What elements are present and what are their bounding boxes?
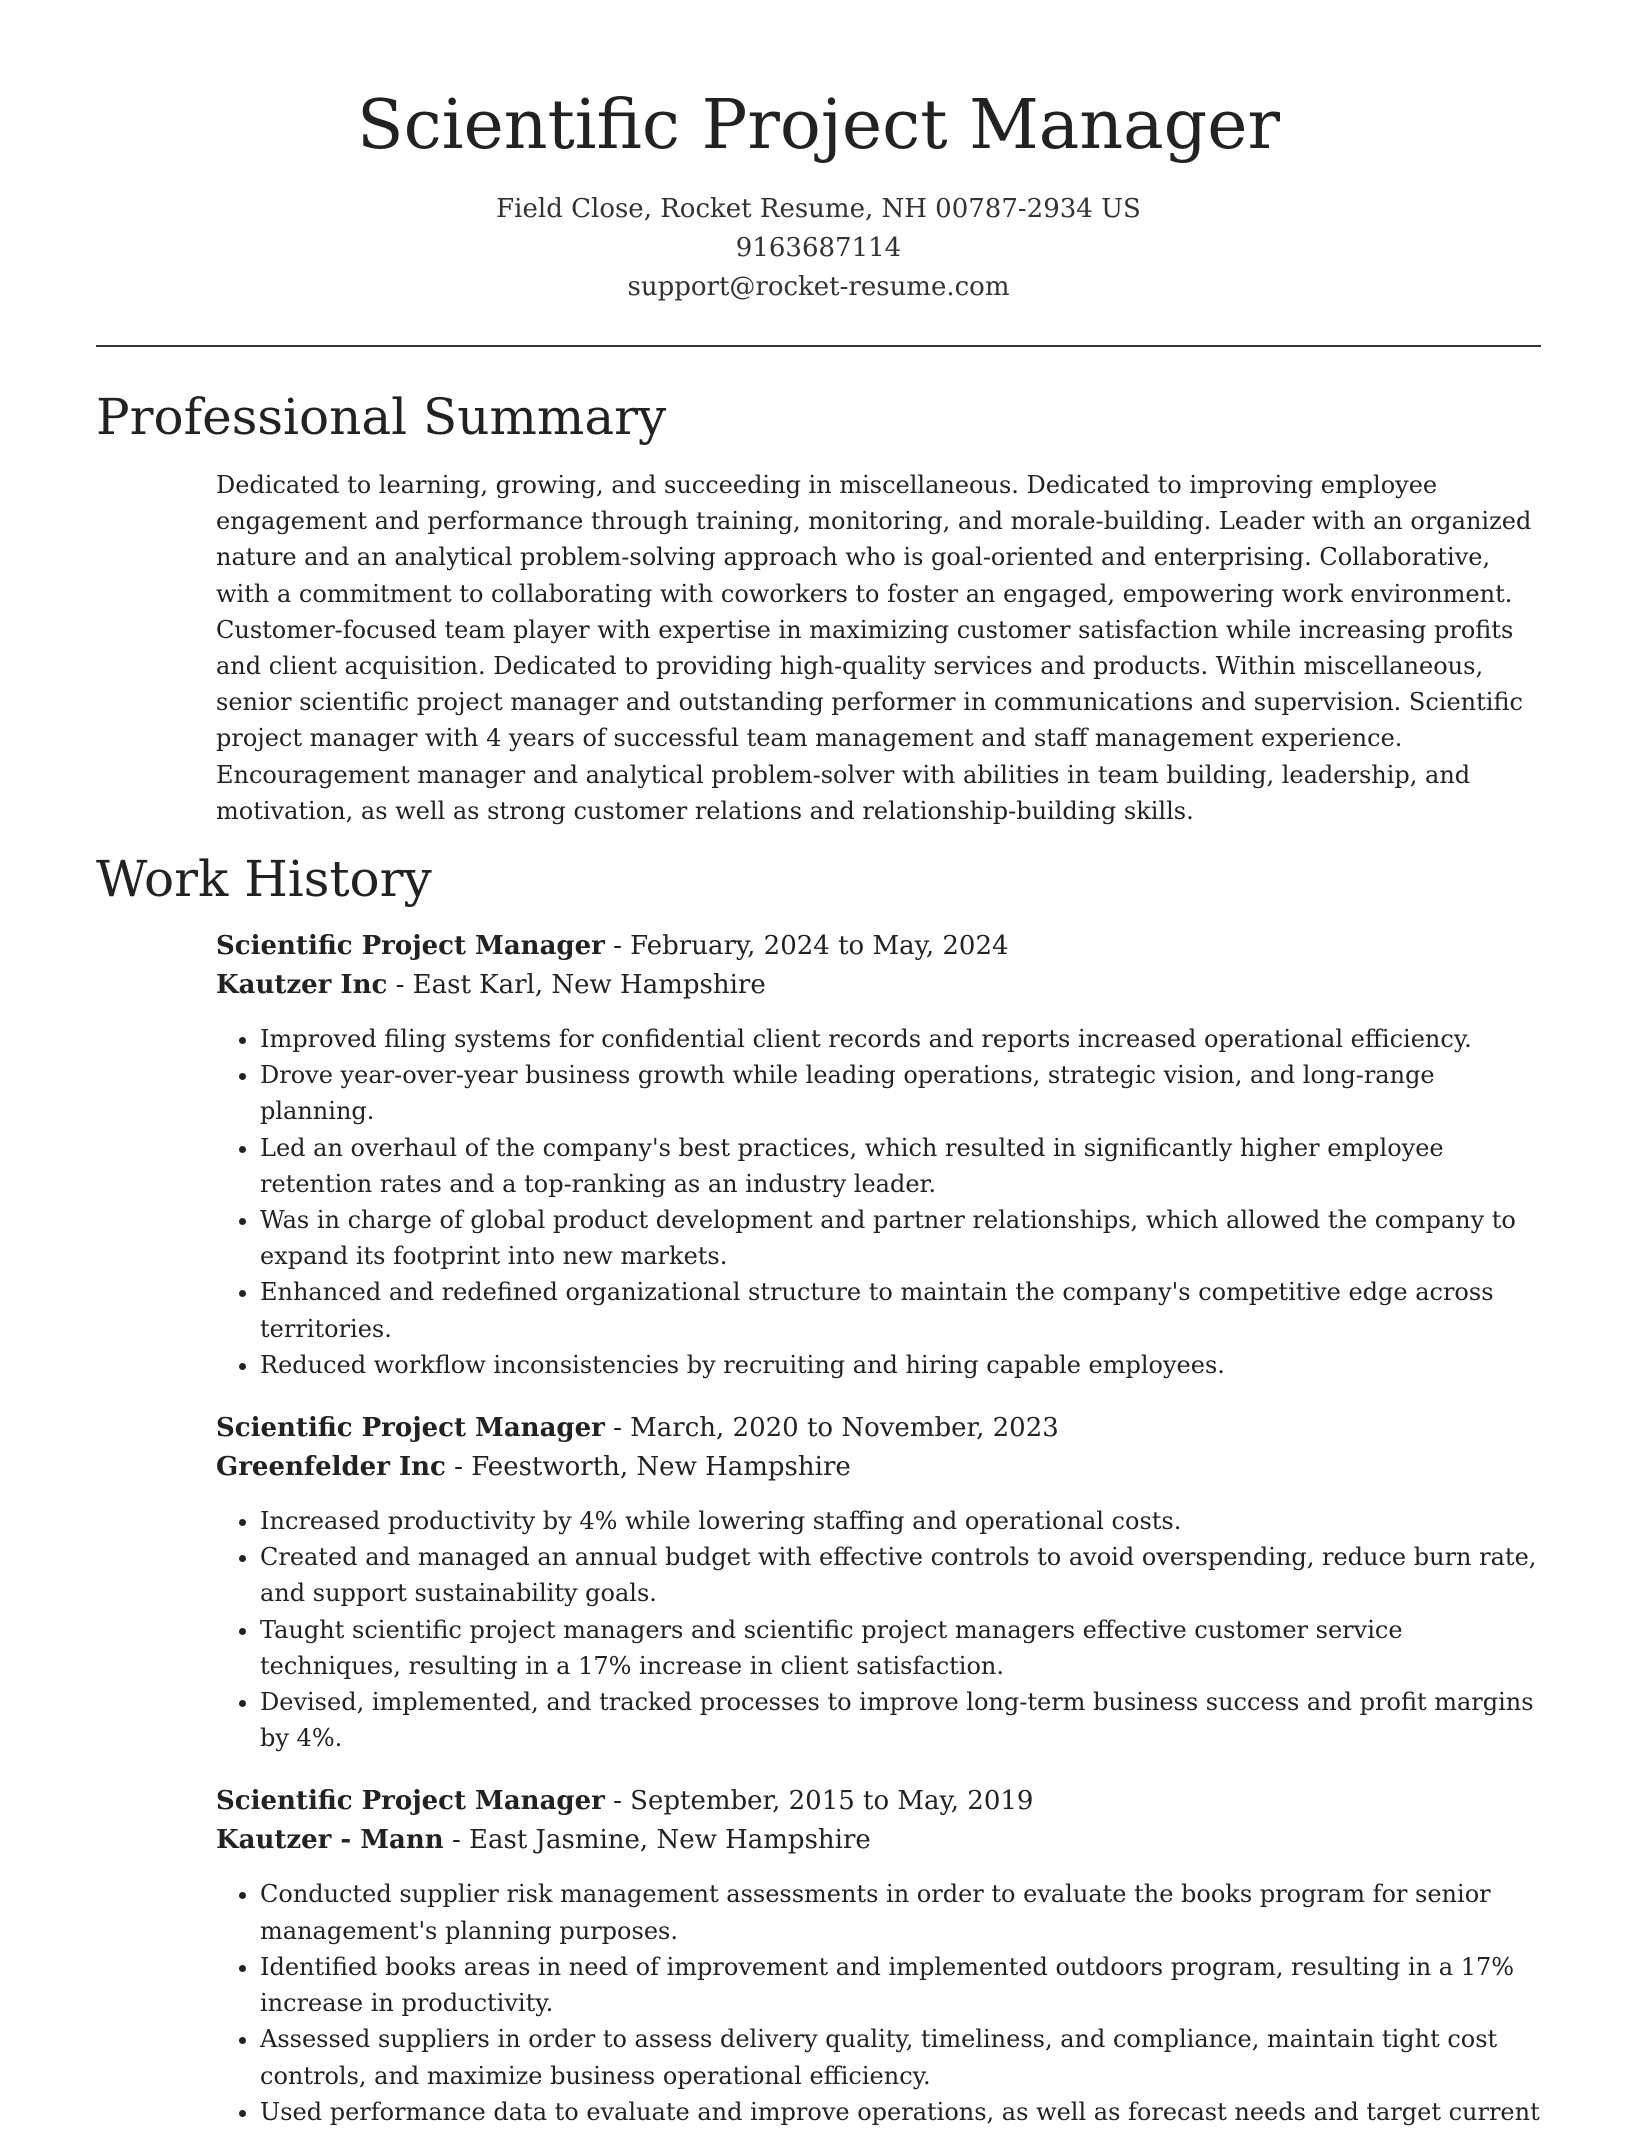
job-location: - Feestworth, New Hampshire [445,1452,851,1483]
job-bullet-list [216,1876,1541,2129]
job-dates: - September, 2015 to May, 2019 [604,1786,1034,1817]
job-location: - East Jasmine, New Hampshire [443,1825,871,1856]
job-company-line [216,1448,1541,1487]
job-entry [216,1409,1541,1756]
job-company: Greenfelder Inc [216,1452,446,1483]
job-company: Kautzer Inc [216,970,388,1001]
job-bullet: • Drove year-over-year business growth while leading operations, strategic vision, and long-range planning. [260,1057,1541,1129]
job-title-line [216,927,1541,966]
header-divider [96,345,1541,347]
job-company-line [216,1821,1541,1860]
contact-address: Field Close, Rocket Resume, NH 00787-2934 US [496,194,1141,224]
job-entry [216,927,1541,1383]
job-title-line [216,1782,1541,1821]
job-company: Kautzer - Mann [216,1825,444,1856]
job-bullet: • Enhanced and redefined organizational structure to maintain the company's competitive edge across territories. [260,1274,1541,1346]
job-bullet: • Reduced workflow inconsistencies by recruiting and hiring capable employees. [260,1347,1541,1383]
job-bullet: • Used performance data to evaluate and improve operations, as well as forecast needs and target current [260,2094,1541,2130]
summary-paragraph: Dedicated to learning, growing, and succeeding in miscellaneous. Dedicated to improving employee engagement and performance through training, monitoring, and morale-building. Leader with an organized nature and an analytical problem-solving approach who is goal-oriented and enterprising. Collaborative, with a commitment to collaborating with coworkers to foster an engaged, empowering work environment. Customer-focused team player with expertise in maximizing customer satisfaction while increasing profits and client acquisition. Dedicated to providing high-quality services and products. Within miscellaneous, senior scientific project manager and outstanding performer in communications and supervision. Scientific project manager with 4 years of successful team management and staff management experience. Encouragement manager and analytical problem-solver with abilities in team building, leadership, and motivation, as well as strong customer relations and relationship-building skills. [216,471,1532,825]
job-bullet: • Created and managed an annual budget with effective controls to avoid overspending, reduce burn rate, and support sustainability goals. [260,1539,1541,1611]
resume-header [96,0,1541,307]
work-history-heading: Work History [96,850,432,909]
job-position: Scientific Project Manager [216,1786,605,1817]
job-dates: - February, 2024 to May, 2024 [604,931,1009,962]
work-history-section [96,849,1541,2130]
summary-heading: Professional Summary [96,388,667,446]
job-position: Scientific Project Manager [216,931,605,962]
job-bullet: • Assessed suppliers in order to assess delivery quality, timeliness, and compliance, maintain tight cost controls, and maximize business operational efficiency. [260,2021,1541,2093]
summary-section [96,387,1541,829]
job-location: - East Karl, New Hampshire [387,970,766,1001]
contact-phone: 9163687114 [735,233,902,263]
job-dates: - March, 2020 to November, 2023 [604,1413,1059,1444]
job-position: Scientific Project Manager [216,1413,605,1444]
candidate-name: Scientific Project Manager [357,86,1280,165]
resume-page [96,0,1541,2130]
job-company-line [216,966,1541,1005]
contact-block [96,190,1541,307]
job-bullet: • Increased productivity by 4% while lowering staffing and operational costs. [260,1503,1541,1539]
job-bullet-list [216,1503,1541,1756]
contact-email: support@rocket-resume.com [627,272,1010,302]
job-bullet: • Devised, implemented, and tracked processes to improve long-term business success and profit margins by 4%. [260,1684,1541,1756]
job-bullet: • Identified books areas in need of improvement and implemented outdoors program, resulting in a 17% increase in productivity. [260,1949,1541,2021]
job-bullet-list [216,1021,1541,1383]
job-bullet: • Conducted supplier risk management assessments in order to evaluate the books program for senior management's planning purposes. [260,1876,1541,1948]
job-bullet: • Improved filing systems for confidential client records and reports increased operational efficiency. [260,1021,1541,1057]
job-bullet: • Led an overhaul of the company's best practices, which resulted in significantly higher employee retention rates and a top-ranking as an industry leader. [260,1130,1541,1202]
job-bullet: • Was in charge of global product development and partner relationships, which allowed the company to expand its footprint into new markets. [260,1202,1541,1274]
job-title-line [216,1409,1541,1448]
job-bullet: • Taught scientific project managers and scientific project managers effective customer service techniques, resulting in a 17% increase in client satisfaction. [260,1612,1541,1684]
job-entry [216,1782,1541,2129]
